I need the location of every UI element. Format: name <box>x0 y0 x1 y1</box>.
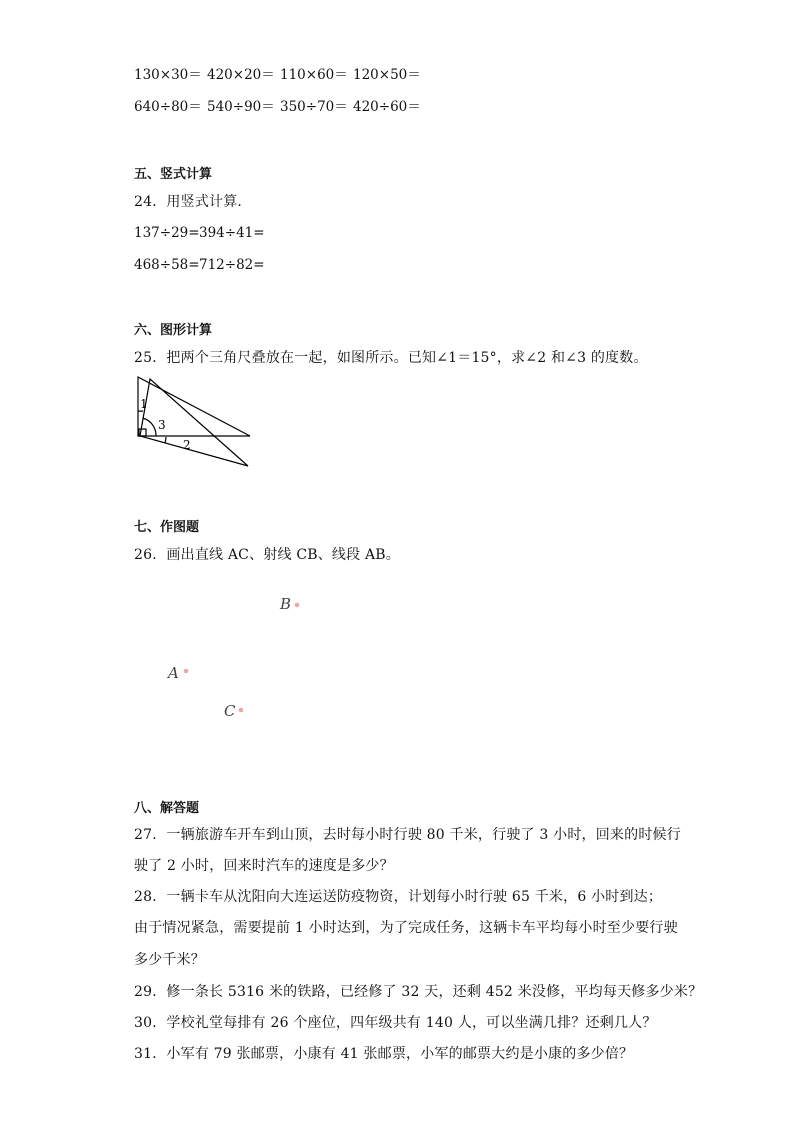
oral-expr: 420÷60＝ <box>353 99 421 115</box>
question-31: 31．小军有 79 张邮票，小康有 41 张邮票，小军的邮票大约是小康的多少倍？ <box>134 1046 634 1062</box>
oral-expr: 420×20＝ <box>207 67 275 83</box>
point-c-label: C <box>224 702 236 720</box>
oral-expr: 120×50＝ <box>353 67 421 83</box>
angle-3-label: 3 <box>158 418 166 432</box>
point-b-label: B <box>280 595 292 613</box>
question-28-line-1: 28．一辆卡车从沈阳向大连运送防疫物资，计划每小时行驶 65 千米，6 小时到达； <box>134 889 663 905</box>
question-27-line-1: 27．一辆旅游车开车到山顶，去时每小时行驶 80 千米，行驶了 3 小时，回来的时候行 <box>134 827 681 843</box>
question-26: 26．画出直线 AC、射线 CB、线段 AB。 <box>134 547 400 563</box>
question-28-line-2: 由于情况紧急，需要提前 1 小时达到，为了完成任务，这辆卡车平均每小时至少要行驶 <box>134 920 678 936</box>
vertical-expr: 394÷41= <box>199 225 265 241</box>
question-24: 24．用竖式计算． <box>134 194 252 210</box>
section-7-title: 七、作图题 <box>134 520 200 535</box>
question-27-line-2: 驶了 2 小时，回来时汽车的速度是多少？ <box>134 858 394 874</box>
question-28-line-3: 多少千米？ <box>134 952 205 968</box>
angle-2-label: 2 <box>183 438 191 452</box>
question-25: 25．把两个三角尺叠放在一起，如图所示。已知∠1＝15°，求∠2 和∠3 的度数。 <box>134 350 648 366</box>
vertical-expr: 468÷58= <box>134 257 200 273</box>
oral-expr: 640÷80＝ <box>134 99 202 115</box>
point-b-dot <box>295 603 300 608</box>
section-6-title: 六、图形计算 <box>134 323 213 338</box>
oral-expr: 540÷90＝ <box>207 99 275 115</box>
vertical-expr: 137÷29= <box>134 225 200 241</box>
point-c-dot <box>239 708 244 713</box>
oral-expr: 130×30＝ <box>134 67 202 83</box>
question-30: 30．学校礼堂每排有 26 个座位，四年级共有 140 人，可以坐满几排？还剩几人？ <box>134 1015 657 1031</box>
oral-expr: 350÷70＝ <box>280 99 348 115</box>
section-5-title: 五、竖式计算 <box>134 167 213 182</box>
point-a-dot <box>184 669 189 674</box>
oral-expr: 110×60＝ <box>280 67 348 83</box>
angle-1-label: 1 <box>140 397 148 411</box>
section-8-title: 八、解答题 <box>134 801 200 816</box>
question-29: 29．修一条长 5316 米的铁路，已经修了 32 天，还剩 452 米没修，平均每天修多少米？ <box>134 984 703 1000</box>
vertical-expr: 712÷82= <box>199 257 265 273</box>
point-a-label: A <box>168 664 179 682</box>
